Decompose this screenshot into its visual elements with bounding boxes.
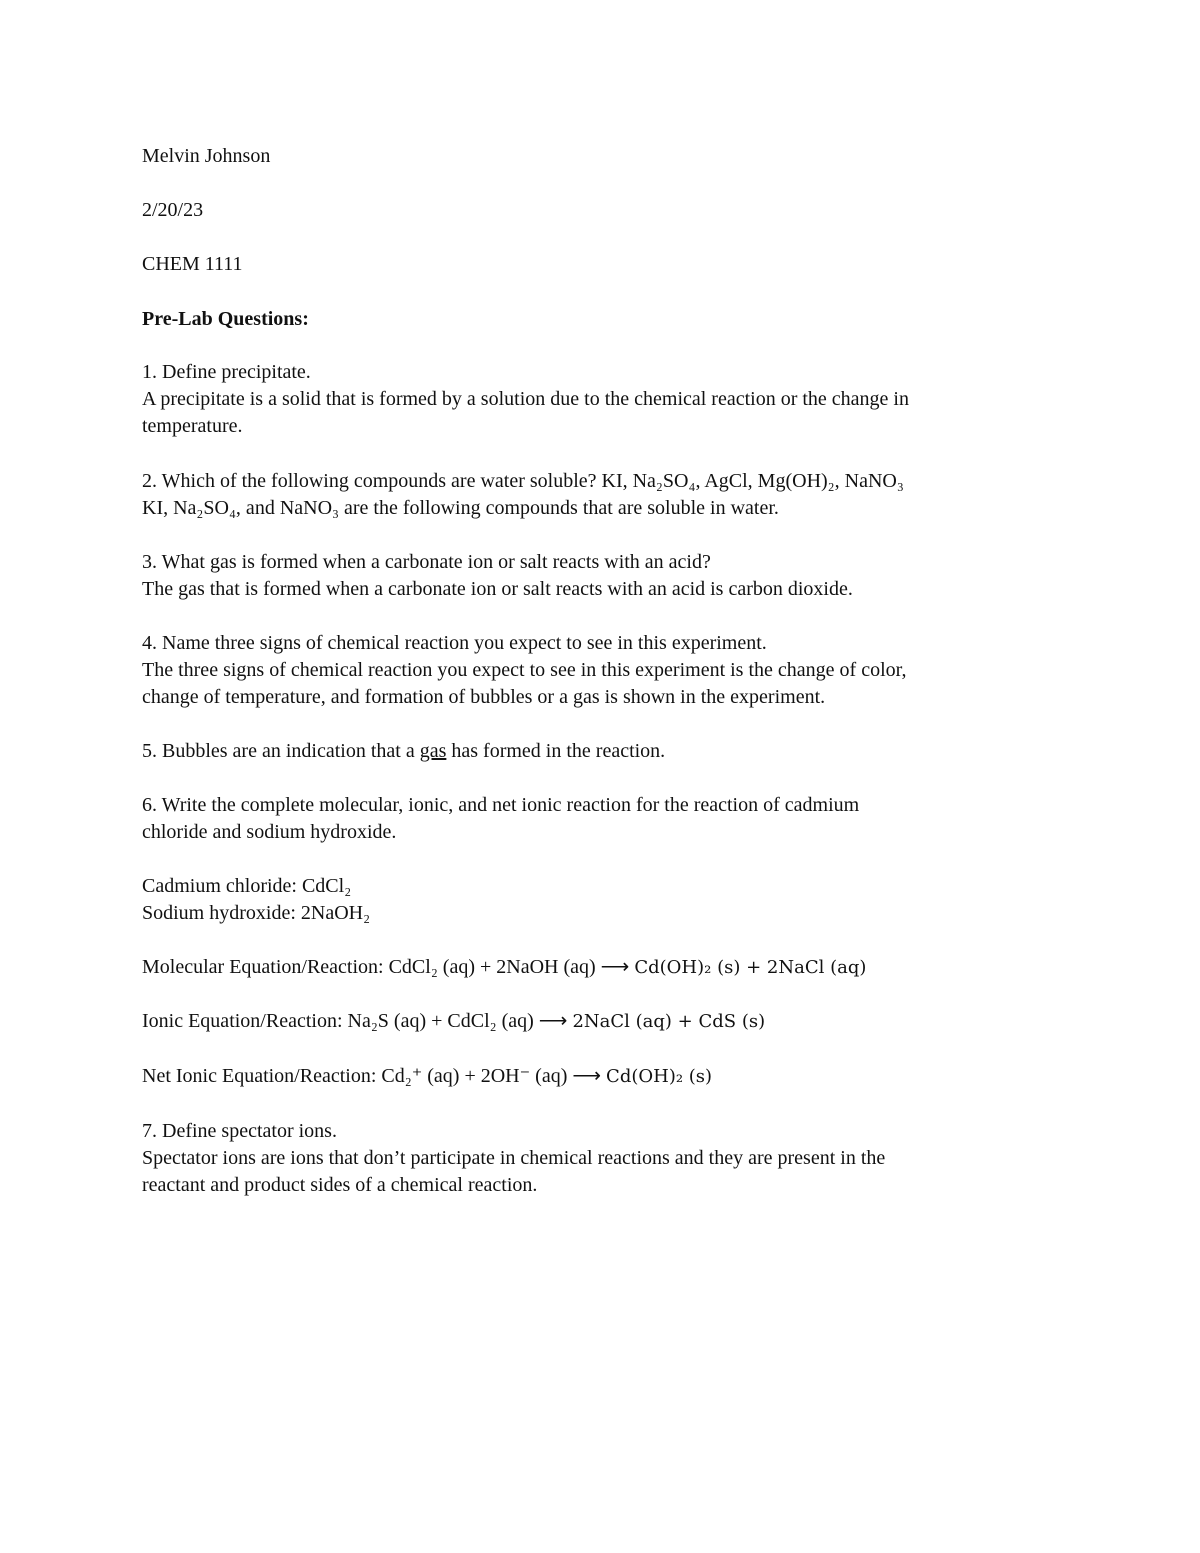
- q4-answer-line2: change of temperature, and formation of bubbles or a gas is shown in the experiment.: [142, 686, 826, 708]
- q4-answer-line1: The three signs of chemical reaction you expect to see in this experiment is the change of color,: [142, 659, 907, 681]
- ionic-reactants: Ionic Equation/Reaction: Na₂S (aq) + CdCl₂ (aq) ⟶: [142, 1010, 573, 1032]
- q1-question: 1. Define precipitate.: [142, 361, 311, 383]
- molecular-equation: [142, 954, 866, 981]
- net-reactants: Net Ionic Equation/Reaction: Cd₂⁺ (aq) + 2OH⁻ (aq) ⟶: [142, 1065, 607, 1087]
- molecular-reactants: Molecular Equation/Reaction: CdCl₂ (aq) + 2NaOH (aq) ⟶: [142, 956, 635, 978]
- q7-question: 7. Define spectator ions.: [142, 1120, 337, 1142]
- student-name: Melvin Johnson: [142, 145, 271, 167]
- molecular-products: Cd(OH)₂ (s) + 2NaCl (aq): [634, 957, 867, 978]
- q2-question: 2. Which of the following compounds are water soluble? KI, Na₂SO₄, AgCl, Mg(OH)₂, NaNO₃: [142, 470, 904, 492]
- q2-answer: KI, Na₂SO₄, and NaNO₃ are the following compounds that are soluble in water.: [142, 497, 779, 519]
- q1-answer-line2: temperature.: [142, 415, 243, 437]
- section-title: Pre-Lab Questions:: [142, 308, 309, 330]
- q7-answer-line2: reactant and product sides of a chemical reaction.: [142, 1174, 538, 1196]
- date: 2/20/23: [142, 199, 204, 221]
- q5-statement: [142, 738, 665, 765]
- ionic-products: 2NaCl (aq) + CdS (s): [572, 1011, 766, 1032]
- q7-answer-line1: Spectator ions are ions that don’t participate in chemical reactions and they are present in the: [142, 1147, 886, 1169]
- q6-question-line2: chloride and sodium hydroxide.: [142, 821, 397, 843]
- net-products: Cd(OH)₂ (s): [606, 1066, 713, 1087]
- q3-question: 3. What gas is formed when a carbonate ion or salt reacts with an acid?: [142, 551, 711, 573]
- q4-question: 4. Name three signs of chemical reaction you expect to see in this experiment.: [142, 632, 767, 654]
- course: CHEM 1111: [142, 253, 243, 275]
- q5-before: 5. Bubbles are an indication that a: [142, 740, 420, 762]
- q6-question-line1: 6. Write the complete molecular, ionic, and net ionic reaction for the reaction of cadmium: [142, 794, 860, 816]
- q5-blank-answer: gas: [419, 740, 447, 762]
- cadmium-chloride-formula: Cadmium chloride: CdCl₂: [142, 875, 352, 897]
- ionic-equation: [142, 1008, 765, 1035]
- sodium-hydroxide-formula: Sodium hydroxide: 2NaOH₂: [142, 902, 371, 924]
- q1-answer-line1: A precipitate is a solid that is formed by a solution due to the chemical reaction or the change in: [142, 388, 909, 410]
- net-ionic-equation: [142, 1063, 712, 1090]
- q5-after: has formed in the reaction.: [446, 740, 666, 762]
- q3-answer: The gas that is formed when a carbonate ion or salt reacts with an acid is carbon dioxide.: [142, 578, 853, 600]
